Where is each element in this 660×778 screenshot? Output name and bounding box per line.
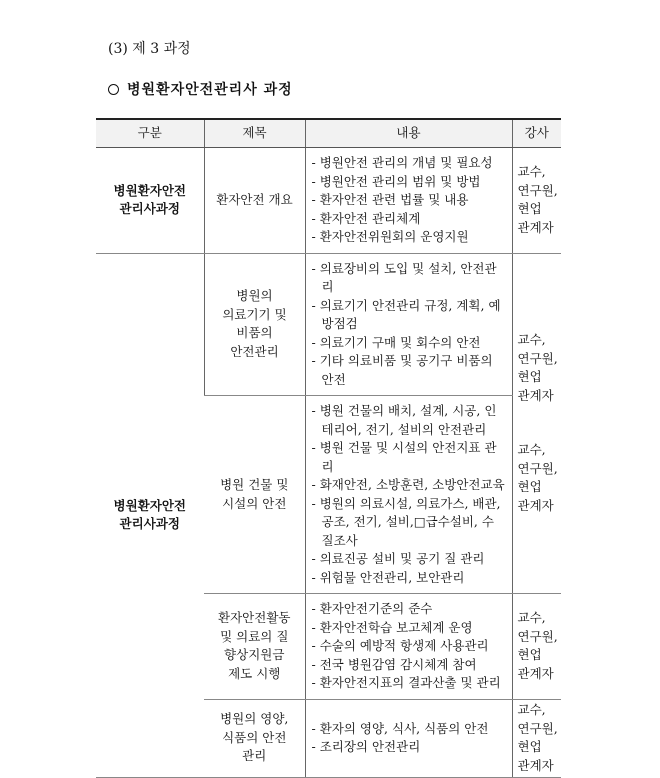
circle-bullet-icon — [108, 84, 119, 95]
content-list — [312, 402, 506, 587]
content-item: - 환자안전지표의 결과산출 및 관리 — [312, 674, 506, 693]
lecturer-cell — [512, 594, 561, 700]
lecturer-cell — [512, 148, 561, 254]
content-item: - 의료기기 안전관리 규정, 계획, 예방점검 — [312, 297, 506, 334]
content-item: - 전국 병원감염 감시체계 참여 — [312, 656, 506, 675]
table-row — [96, 148, 561, 254]
content-item: - 환자의 영양, 식사, 식품의 안전 — [312, 720, 506, 739]
category-cell — [96, 148, 204, 254]
header-lecturer: 강사 — [512, 119, 561, 148]
content-item: - 환자안전 관련 법률 및 내용 — [312, 191, 506, 210]
title-text: 병원의 의료기기 및 비품의 안전관리 — [222, 288, 287, 359]
content-item: - 병원 건물의 배치, 설계, 시공, 인테리어, 전기, 설비의 안전관리 — [312, 402, 506, 439]
lecturer-text: 교수, 연구원, 현업 관계자 — [517, 164, 558, 235]
title-cell — [204, 148, 305, 254]
content-cell — [305, 594, 512, 700]
content-item: - 병원안전 관리의 개념 및 필요성 — [312, 154, 506, 173]
header-title: 제목 — [204, 119, 305, 148]
category-text: 병원환자안전 관리사과정 — [113, 497, 186, 531]
content-item: - 환자안전위원회의 운영지원 — [312, 228, 506, 247]
content-cell — [305, 396, 512, 594]
content-item: - 환자안전기준의 준수 — [312, 600, 506, 619]
content-item: - 환자안전학습 보고체계 운영 — [312, 619, 506, 638]
title-cell — [204, 699, 305, 777]
content-item: - 화재안전, 소방훈련, 소방안전교육 — [312, 476, 506, 495]
header-category: 구분 — [96, 119, 204, 148]
title-text: 병원 건물 및 시설의 안전 — [220, 477, 289, 511]
title-cell — [204, 594, 305, 700]
content-item: - 의료장비의 도입 및 설치, 안전관리 — [312, 260, 506, 297]
content-item: - 환자안전 관리체계 — [312, 210, 506, 229]
lecturer-text: 교수, 연구원, 현업 관계자 — [517, 610, 558, 681]
content-item: - 병원의 의료시설, 의료가스, 배관, 공조, 전기, 설비,□급수설비, 수질조사 — [312, 495, 506, 551]
lecturer-cell — [512, 699, 561, 777]
lecturer-cell — [512, 253, 561, 594]
title-text: 환자안전 개요 — [216, 192, 293, 207]
content-list — [312, 720, 506, 757]
content-item: - 조리장의 안전관리 — [312, 738, 506, 757]
category-cell — [96, 253, 204, 777]
content-cell — [305, 148, 512, 254]
course-subheading-text: 병원환자안전관리사 과정 — [127, 82, 293, 98]
title-text: 환자안전활동 및 의료의 질 향상지원금 제도 시행 — [218, 610, 291, 681]
content-list — [312, 154, 506, 247]
content-list — [312, 600, 506, 693]
content-item: - 병원 건물 및 시설의 안전지표 관리 — [312, 439, 506, 476]
header-content: 내용 — [305, 119, 512, 148]
lecturer-text: 교수, 연구원, 현업 관계자 — [517, 332, 558, 403]
content-cell — [305, 699, 512, 777]
title-text: 병원의 영양, 식품의 안전 관리 — [220, 711, 289, 764]
content-item: - 기타 의료비품 및 공기구 비품의 안전 — [312, 352, 506, 389]
table-header-row — [96, 119, 561, 148]
content-item: - 의료기기 구매 및 회수의 안전 — [312, 334, 506, 353]
lecturer-text: 교수, 연구원, 현업 관계자 — [517, 442, 558, 513]
content-list — [312, 260, 506, 390]
title-cell — [204, 253, 305, 396]
content-cell — [305, 253, 512, 396]
section-heading: (3) 제 3 과정 — [108, 41, 191, 57]
content-item: - 위험물 안전관리, 보안관리 — [312, 569, 506, 588]
lecturer-text: 교수, 연구원, 현업 관계자 — [517, 702, 558, 773]
content-item: - 의료진공 설비 및 공기 질 관리 — [312, 550, 506, 569]
content-item: - 병원안전 관리의 범위 및 방법 — [312, 173, 506, 192]
category-text: 병원환자안전 관리사과정 — [113, 182, 186, 217]
table-row — [96, 253, 561, 396]
content-item: - 수술의 예방적 항생제 사용관리 — [312, 637, 506, 656]
course-table — [96, 118, 561, 778]
course-subheading — [108, 79, 293, 99]
title-cell — [204, 396, 305, 594]
